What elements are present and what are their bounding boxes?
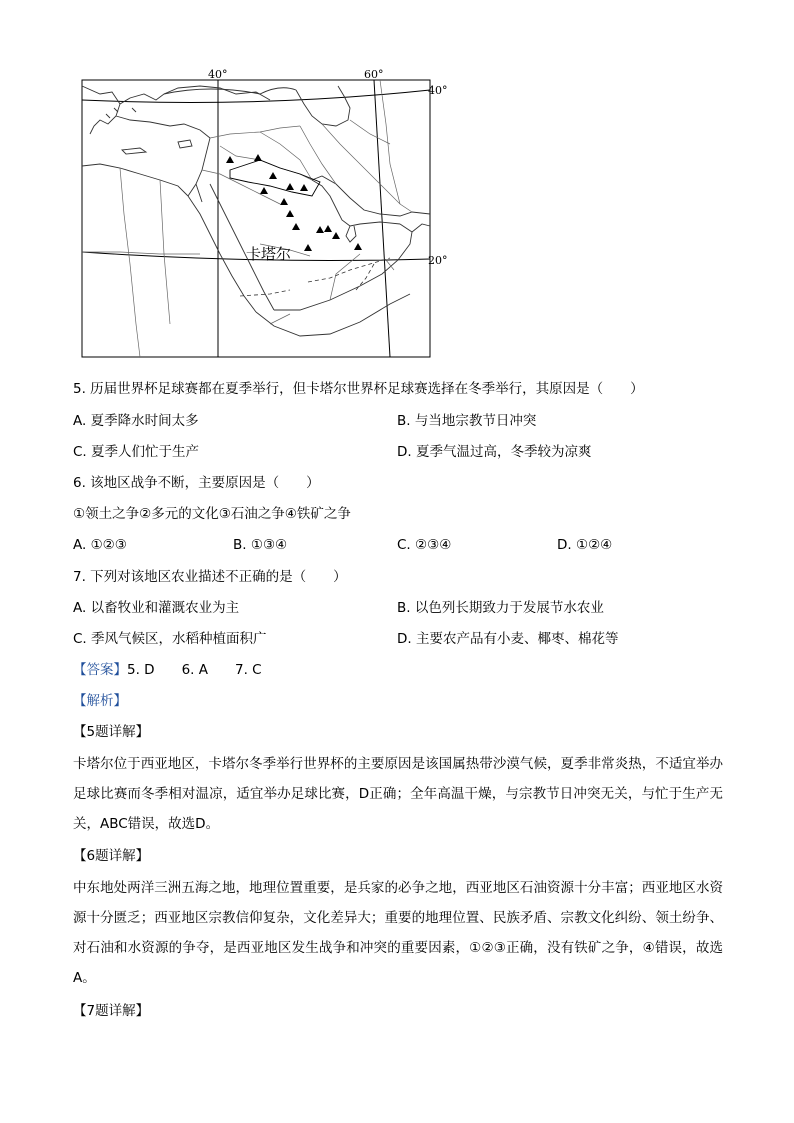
analysis-5-body: 卡塔尔位于西亚地区，卡塔尔冬季举行世界杯的主要原因是该国属热带沙漠气候，夏季非常炎热，不适宜举办足球比赛而冬季相对温凉，适宜举办足球比赛，D正确；全年高温干燥，与宗教节日冲突无关，与忙于生产无关，ABC错误，故选D。 bbox=[73, 756, 723, 832]
question-7-option-b: B. 以色列长期致力于发展节水农业 bbox=[397, 600, 604, 616]
question-7-option-c: C. 季风气候区，水稻种植面积广 bbox=[73, 631, 267, 647]
lon-label-60: 60° bbox=[364, 68, 384, 81]
lon-label-40: 40° bbox=[208, 68, 228, 81]
analysis-5-heading: 【5题详解】 bbox=[73, 724, 150, 740]
question-7-option-d: D. 主要农产品有小麦、椰枣、棉花等 bbox=[397, 631, 619, 647]
lat-label-40: 40° bbox=[428, 84, 448, 97]
question-5-option-a: A. 夏季降水时间太多 bbox=[73, 413, 199, 429]
question-6-items: ①领土之争②多元的文化③石油之争④铁矿之争 bbox=[73, 506, 351, 522]
map-frame bbox=[82, 80, 430, 357]
question-6-option-c: C. ②③④ bbox=[397, 537, 452, 553]
question-5-option-d: D. 夏季气温过高，冬季较为凉爽 bbox=[397, 444, 592, 460]
qatar-label: 卡塔尔 bbox=[246, 245, 292, 263]
question-5-option-c: C. 夏季人们忙于生产 bbox=[73, 444, 200, 460]
question-6-option-a: A. ①②③ bbox=[73, 537, 127, 553]
question-5-option-b: B. 与当地宗教节日冲突 bbox=[397, 413, 537, 429]
answer-text: 5. D 6. A 7. C bbox=[127, 662, 262, 678]
question-7-stem: 7. 下列对该地区农业描述不正确的是（ ） bbox=[73, 569, 347, 585]
analysis-7-heading: 【7题详解】 bbox=[73, 1003, 150, 1019]
map-svg bbox=[60, 64, 460, 364]
question-5-stem: 5. 历届世界杯足球赛都在夏季举行，但卡塔尔世界杯足球赛选择在冬季举行，其原因是（ ） bbox=[73, 381, 644, 397]
lat-label-20: 20° bbox=[428, 254, 448, 267]
answer-label: 【答案】 bbox=[73, 662, 127, 678]
analysis-label: 【解析】 bbox=[73, 693, 127, 709]
analysis-6-body: 中东地处两洋三洲五海之地，地理位置重要，是兵家的必争之地，西亚地区石油资源十分丰富；西亚地区水资源十分匮乏；西亚地区宗教信仰复杂，文化差异大；重要的地理位置、民族矛盾、宗教文化纠纷、领土纷争、对石油和水资源的争夺，是西亚地区发生战争和冲突的重要因素，①②③正确，没有铁矿之争，④错误，故选A。 bbox=[73, 880, 723, 986]
analysis-6-heading: 【6题详解】 bbox=[73, 848, 150, 864]
question-7-option-a: A. 以畜牧业和灌溉农业为主 bbox=[73, 600, 240, 616]
question-6-option-d: D. ①②④ bbox=[557, 537, 613, 553]
question-6-option-b: B. ①③④ bbox=[233, 537, 288, 553]
middle-east-map bbox=[60, 64, 460, 364]
answer-line bbox=[73, 661, 262, 679]
question-6-stem: 6. 该地区战争不断，主要原因是（ ） bbox=[73, 475, 320, 491]
